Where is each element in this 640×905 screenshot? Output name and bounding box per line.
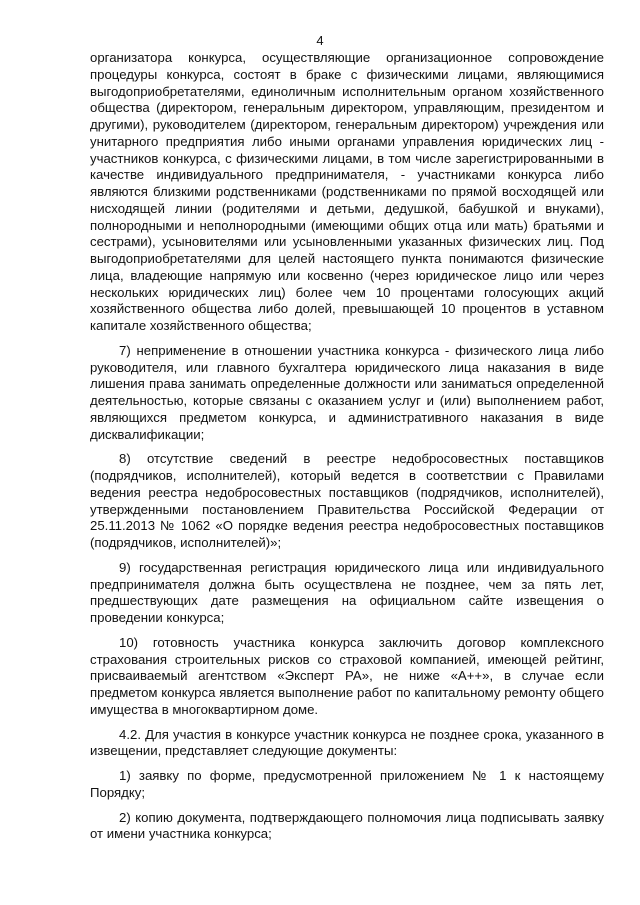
paragraph-item-7: 7) неприменение в отношении участника конкурса - физического лица либо руководителя, или главного бухгалтера юридического лица наказания в виде лишения права занимать определенные должности или заниматься определенной деятельностью, которые связаны с оказанием услуг и (или) выполнением работ, являющихся предметом конкурса, и административного наказания в виде дисквалификации;	[90, 342, 604, 442]
paragraph-item-9: 9) государственная регистрация юридического лица или индивидуального предпринимателя должна быть осуществлена не позднее, чем за пять лет, предшествующих дате размещения на официальном сайте извещения о проведении конкурса;	[90, 559, 604, 625]
page-number: 4	[316, 33, 324, 48]
paragraph-item-10: 10) готовность участника конкурса заключить договор комплексного страхования строительных рисков со страховой компанией, имеющей рейтинг, присваиваемый агентством «Эксперт РА», не ниже «А++», в случае если предметом конкурса является выполнение работ по капитальному ремонту общего имущества в многоквартирном доме.	[90, 634, 604, 717]
paragraph-doc-item-1: 1) заявку по форме, предусмотренной приложением № 1 к настоящему Порядку;	[90, 768, 604, 800]
paragraph-section-4-2: 4.2. Для участия в конкурсе участник конкурса не позднее срока, указанного в извещении, представляет следующие документы:	[90, 726, 604, 759]
paragraph-continuation: организатора конкурса, осуществляющие организационное сопровождение процедуры конкурса, состоят в браке с физическими лицами, являющимися выгодоприобретателями, единоличным исполнительным органом хозяйственного общества (директором, генеральным директором, управляющим, президентом и другими), руководителем (директором, генеральным директором) учреждения или унитарного предприятия либо иными органами управления юридических лиц - участников конкурса, с физическими лицами, в том числе зарегистрированными в качестве индивидуального предпринимателя, - участниками конкурса либо являются близкими родственниками (родственниками по прямой восходящей или нисходящей линии (родителями и детьми, дедушкой, бабушкой и внуками), полнородными и неполнородными (имеющими общих отца или мать) братьями и сестрами), усыновителями или усыновленными указанных физических лиц. Под выгодоприобретателями для целей настоящего пункта понимаются физические лица, владеющие напрямую или косвенно (через юридическое лицо или через нескольких юридических лиц) более чем 10 процентами голосующих акций хозяйственного общества либо долей, превышающей 10 процентов в уставном капитале хозяйственного общества;	[90, 50, 604, 333]
document-body	[90, 50, 604, 843]
paragraph-doc-item-2: 2) копию документа, подтверждающего полномочия лица подписывать заявку от имени участника конкурса;	[90, 809, 604, 842]
paragraph-item-8: 8) отсутствие сведений в реестре недобросовестных поставщиков (подрядчиков, исполнителей), который ведется в соответствии с Правилами ведения реестра недобросовестных поставщиков (подрядчиков, исполнителей), утвержденными постановлением Правительства Российской Федерации от 25.11.2013 № 1062 «О порядке ведения реестра недобросовестных поставщиков (подрядчиков, исполнителей)»;	[90, 451, 604, 550]
